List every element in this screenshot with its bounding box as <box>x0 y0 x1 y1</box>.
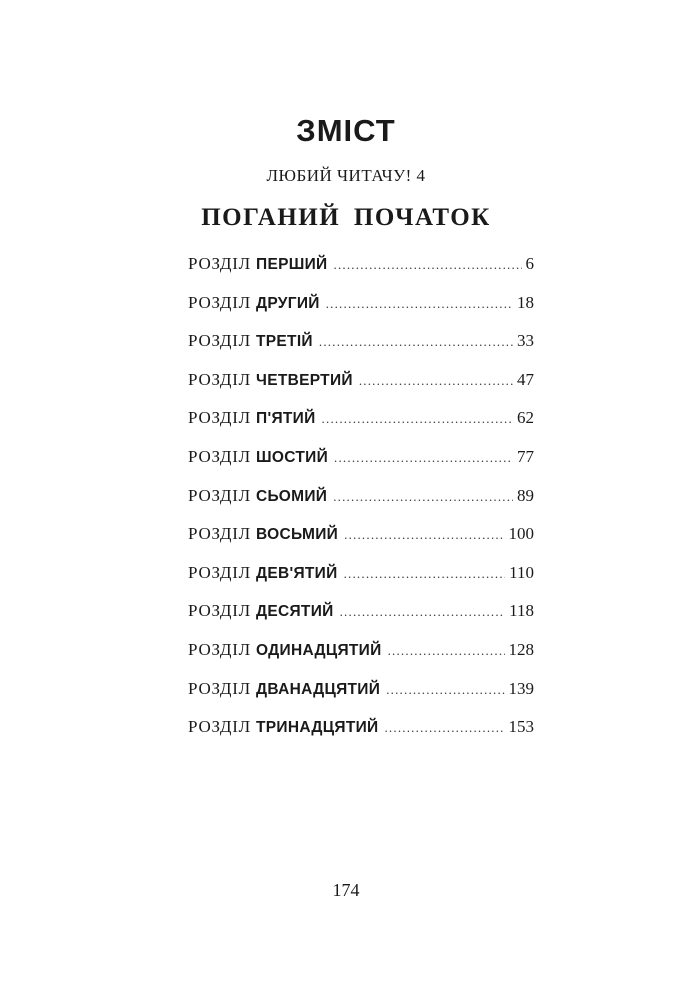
chapter-page-number: 128 <box>508 639 534 659</box>
preface-entry: ЛЮБИЙ ЧИТАЧУ! 4 <box>266 166 426 185</box>
chapter-name: П'ЯТИЙ <box>256 410 316 428</box>
dot-leader <box>340 604 506 620</box>
toc-entry[interactable] <box>188 254 534 293</box>
dot-leader <box>334 450 513 466</box>
chapter-name: ТРЕТІЙ <box>256 333 313 351</box>
chapter-word: РОЗДІЛ <box>188 369 252 389</box>
chapter-name: ПЕРШИЙ <box>256 256 328 273</box>
chapter-word: РОЗДІЛ <box>188 562 252 582</box>
chapter-page-number: 153 <box>508 717 534 737</box>
toc-entry[interactable] <box>188 447 534 486</box>
chapter-name: ЧЕТВЕРТИЙ <box>256 371 353 389</box>
chapter-page-number: 6 <box>525 254 534 273</box>
dot-leader <box>386 682 504 698</box>
chapter-word: РОЗДІЛ <box>188 408 252 428</box>
chapter-name: ДЕВ'ЯТИЙ <box>256 564 338 582</box>
chapter-name: ВОСЬМИЙ <box>256 526 339 544</box>
page-number: 174 <box>332 880 360 900</box>
toc-entry[interactable] <box>188 640 534 679</box>
chapter-name: ДВАНАДЦЯТИЙ <box>256 680 381 698</box>
chapter-name: ДЕСЯТИЙ <box>256 603 334 621</box>
dot-leader <box>388 643 505 659</box>
toc-entry[interactable] <box>188 563 534 602</box>
chapter-name: ТРИНАДЦЯТИЙ <box>256 719 379 737</box>
chapter-word: РОЗДІЛ <box>188 601 252 621</box>
toc-entry[interactable] <box>188 679 534 718</box>
chapter-name: ОДИНАДЦЯТИЙ <box>256 641 382 659</box>
dot-leader <box>326 296 513 312</box>
chapter-page-number: 62 <box>517 408 534 428</box>
toc-entry[interactable] <box>188 331 534 370</box>
chapter-word: РОЗДІЛ <box>188 717 252 737</box>
chapter-word: РОЗДІЛ <box>188 446 252 466</box>
chapter-word: РОЗДІЛ <box>188 524 252 544</box>
chapter-page-number: 110 <box>509 562 534 582</box>
chapter-page-number: 33 <box>517 331 534 351</box>
toc-entry[interactable] <box>188 408 534 447</box>
toc-title: ЗМІСТ <box>296 113 396 148</box>
chapter-word: РОЗДІЛ <box>188 485 252 505</box>
toc-entry[interactable] <box>188 293 534 332</box>
chapter-name: ДРУГИЙ <box>256 294 320 312</box>
chapter-word: РОЗДІЛ <box>188 678 252 698</box>
chapter-page-number: 118 <box>509 601 534 621</box>
chapter-page-number: 47 <box>517 369 534 389</box>
dot-leader <box>384 720 504 736</box>
toc-entry[interactable] <box>188 486 534 525</box>
toc-entry[interactable] <box>188 524 534 563</box>
chapter-page-number: 139 <box>508 678 534 698</box>
chapter-page-number: 18 <box>517 292 534 312</box>
dot-leader <box>359 373 513 389</box>
table-of-contents <box>188 254 534 756</box>
dot-leader <box>322 411 513 427</box>
chapter-page-number: 89 <box>517 485 534 505</box>
chapter-name: ШОСТИЙ <box>256 448 329 466</box>
dot-leader <box>344 527 504 543</box>
chapter-word: РОЗДІЛ <box>188 292 252 312</box>
chapter-name: СЬОМИЙ <box>256 487 328 505</box>
dot-leader <box>319 334 513 350</box>
dot-leader <box>344 566 506 582</box>
toc-entry[interactable] <box>188 370 534 409</box>
chapter-page-number: 100 <box>508 524 534 544</box>
chapter-word: РОЗДІЛ <box>188 639 252 659</box>
chapter-page-number: 77 <box>517 446 534 466</box>
dot-leader <box>334 257 522 273</box>
part-title: ПОГАНИЙ ПОЧАТОК <box>201 204 491 231</box>
toc-entry[interactable] <box>188 601 534 640</box>
chapter-word: РОЗДІЛ <box>188 254 252 273</box>
chapter-word: РОЗДІЛ <box>188 331 252 351</box>
toc-entry[interactable] <box>188 717 534 756</box>
dot-leader <box>333 489 513 505</box>
